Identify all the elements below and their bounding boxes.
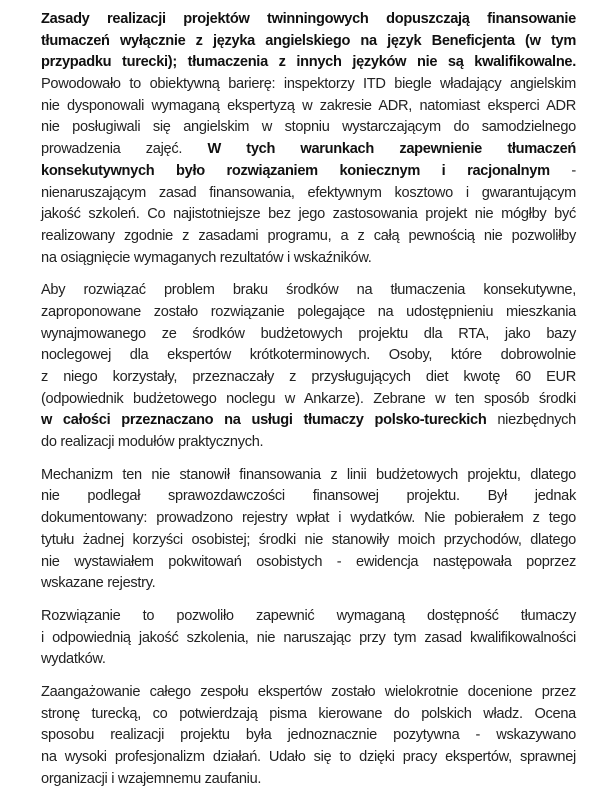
text-run: nienaruszającym zasad finansowania, efektywnym kosztowo i gwarantującym [41,184,576,201]
text-line [41,649,576,671]
text-line [41,573,576,595]
text-line [41,226,576,248]
text-line [41,486,576,508]
paragraph [41,465,576,595]
text-run: wskazane rejestry. [41,575,156,592]
text-line [41,9,576,31]
text-line [41,367,576,389]
text-run: do realizacji modułów praktycznych. [41,434,264,451]
text-run: nie podlegał sprawozdawczości finansowej projektu. Był jednak [41,488,576,505]
text-line [41,410,576,432]
bold-text-run: w całości przeznaczano na usługi tłumaczy polsko-tureckich [41,412,487,429]
paragraph [41,280,576,454]
bold-text-run: tłumaczeń wyłącznie z języka angielskiego na język Beneficjenta (w tym [41,32,576,49]
text-run: zaproponowane zostało rozwiązanie polegające na udostępnieniu mieszkania [41,303,576,320]
document-body [41,9,576,801]
text-run: nie posługiwali się angielskim w stopniu wystarczającym do samodzielnego [41,119,576,136]
text-run: realizowany zgodnie z zasadami programu, a z całą pewnością nie pozwoliłby [41,227,576,244]
text-line [41,606,576,628]
text-line [41,508,576,530]
paragraph [41,606,576,671]
text-line [41,96,576,118]
text-line [41,389,576,411]
text-run: - [549,162,576,179]
text-line [41,682,576,704]
text-run: dokumentowany: prowadzono rejestry wpłat i wydatków. Nie pobierałem z tego [41,510,576,527]
text-line [41,747,576,769]
text-line [41,280,576,302]
bold-text-run: konsekutywnych było rozwiązaniem koniecznym i racjonalnym [41,162,550,179]
text-line [41,248,576,270]
text-line [41,161,576,183]
text-run: prowadzenia zajęć. [41,141,208,158]
text-run: wynajmowanego ze środków budżetowych projektu dla RTA, jako bazy [41,325,576,342]
bold-text-run: W tych warunkach zapewnienie tłumaczeń [207,141,576,158]
text-run: i odpowiednią jakość szkolenia, nie naruszając przy tym zasad kwalifikowalności [41,629,576,646]
text-line [41,139,576,161]
text-line [41,74,576,96]
text-line [41,769,576,791]
text-run: Powodowało to obiektywną barierę: inspektorzy ITD biegle władający angielskim [41,76,576,93]
text-line [41,704,576,726]
text-run: sposobu realizacji projektu była jednoznacznie pozytywna - wskazywano [41,727,576,744]
text-line [41,31,576,53]
text-line [41,552,576,574]
text-run: wydatków. [41,651,106,668]
text-run: (odpowiednik budżetowego noclegu w Ankarze). Zebrane w ten sposób środki [41,390,576,407]
text-run: tytułu żadnej korzyści osobistej; środki nie stanowiły moich przychodów, dlatego [41,531,576,548]
text-line [41,302,576,324]
text-run: noclegowej dla ekspertów krótkoterminowych. Osoby, które dobrowolnie [41,347,576,364]
paragraph [41,9,576,269]
text-line [41,725,576,747]
paragraph [41,682,576,790]
text-run: na wysoki profesjonalizm działań. Udało się to dzięki pracy ekspertów, sprawnej [41,749,576,765]
text-line [41,432,576,454]
text-line [41,52,576,74]
text-run: nie wystawiałem pokwitowań osobistych - ewidencja następowała poprzez [41,553,576,570]
text-line [41,183,576,205]
text-line [41,324,576,346]
text-run: na osiągnięcie wymaganych rezultatów i wskaźników. [41,249,372,266]
text-run: Mechanizm ten nie stanowił finansowania z linii budżetowych projektu, dlatego [41,466,576,483]
text-line [41,465,576,487]
text-run: Rozwiązanie to pozwoliło zapewnić wymaganą dostępność tłumaczy [41,607,576,624]
text-run: niezbędnych [486,412,576,429]
text-line [41,345,576,367]
text-run: Zaangażowanie całego zespołu ekspertów zostało wielokrotnie docenione przez [41,683,576,700]
text-run: organizacji i wzajemnemu zaufaniu. [41,770,262,787]
text-line [41,530,576,552]
text-run: jakość szkoleń. Co najistotniejsze bez jego zastosowania projekt nie mógłby być [41,206,576,223]
bold-text-run: przypadku turecki); tłumaczenia z innych języków nie są kwalifikowalne. [41,54,576,71]
text-run: stronę turecką, co potwierdzają pisma kierowane do polskich władz. Ocena [41,705,576,722]
text-run: Aby rozwiązać problem braku środków na tłumaczenia konsekutywne, [41,282,576,299]
text-line [41,628,576,650]
bold-text-run: Zasady realizacji projektów twinningowych dopuszczają finansowanie [41,11,576,27]
text-line [41,117,576,139]
text-run: z niego korzystały, przeznaczały z przysługujących diet kwotę 60 EUR [41,369,576,385]
text-line [41,204,576,226]
text-run: nie dysponowali wymaganą ekspertyzą w zakresie ADR, natomiast eksperci ADR [41,97,576,114]
